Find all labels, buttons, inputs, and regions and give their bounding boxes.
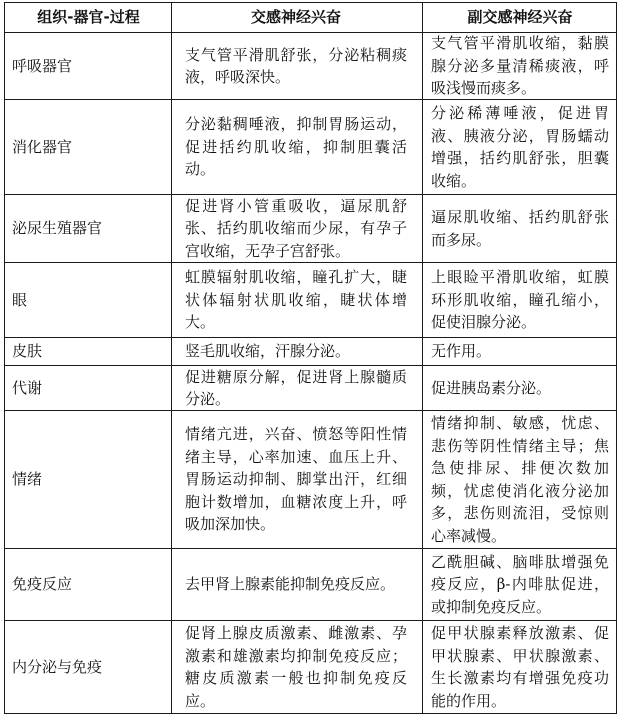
parasympathetic-cell bbox=[423, 338, 617, 366]
table-header-row bbox=[5, 3, 617, 33]
sympathetic-cell bbox=[172, 549, 423, 621]
header-parasympathetic-label: 副交感神经兴奋 bbox=[467, 8, 573, 27]
sympathetic-text: 竖毛肌收缩，汗腺分泌。 bbox=[185, 342, 351, 361]
sympathetic-cell bbox=[172, 263, 423, 338]
organ-label: 消化器官 bbox=[12, 137, 73, 156]
table-row-immune-response bbox=[5, 549, 617, 621]
sympathetic-text: 促肾上腺皮质激素、雌激素、孕激素和雄激素均抑制免疫反应；糖皮质激素一般也抑制免疫反应。 bbox=[185, 624, 407, 710]
header-cell-organ bbox=[5, 3, 172, 33]
sympathetic-cell bbox=[172, 100, 423, 195]
organ-cell bbox=[5, 549, 172, 621]
organ-cell bbox=[5, 263, 172, 338]
table-row-urogenital bbox=[5, 195, 617, 263]
organ-cell bbox=[5, 621, 172, 714]
sympathetic-cell bbox=[172, 33, 423, 100]
sympathetic-cell bbox=[172, 621, 423, 714]
sympathetic-text: 虹膜辐射肌收缩，瞳孔扩大，睫状体辐射状肌收缩，睫状体增大。 bbox=[185, 268, 407, 332]
sympathetic-cell bbox=[172, 411, 423, 549]
organ-label: 情绪 bbox=[12, 470, 43, 489]
organ-cell bbox=[5, 338, 172, 366]
organ-label: 免疫反应 bbox=[12, 575, 73, 594]
header-organ-label: 组织-器官-过程 bbox=[37, 8, 140, 27]
table-row-eye bbox=[5, 263, 617, 338]
organ-label: 呼吸器官 bbox=[12, 56, 73, 75]
parasympathetic-text: 促进胰岛素分泌。 bbox=[431, 378, 552, 397]
table-row-emotion bbox=[5, 411, 617, 549]
organ-cell bbox=[5, 100, 172, 195]
parasympathetic-cell bbox=[423, 549, 617, 621]
header-cell-parasympathetic bbox=[423, 3, 617, 33]
parasympathetic-text: 支气管平滑肌收缩，黏膜腺分泌多量清稀痰液，呼吸浅慢而痰多。 bbox=[431, 34, 609, 98]
table-row-respiratory bbox=[5, 33, 617, 100]
parasympathetic-cell bbox=[423, 366, 617, 411]
organ-cell bbox=[5, 366, 172, 411]
table-row-endocrine-immune bbox=[5, 621, 617, 714]
organ-label: 内分泌与免疫 bbox=[12, 657, 103, 676]
parasympathetic-text: 情绪抑制、敏感，忧虑、悲伤等阴性情绪主导；焦急使排尿、排便次数加频，忧虑使消化液分泌加多，悲伤则流泪，受惊则心率减慢。 bbox=[431, 414, 609, 545]
parasympathetic-text: 无作用。 bbox=[431, 342, 492, 361]
header-cell-sympathetic bbox=[172, 3, 423, 33]
sympathetic-text: 支气管平滑肌舒张，分泌粘稠痰液，呼吸深快。 bbox=[185, 45, 407, 86]
parasympathetic-text: 促甲状腺素释放激素、促甲状腺素、甲状腺激素、生长激素均有增强免疫功能的作用。 bbox=[431, 624, 609, 710]
organ-cell bbox=[5, 33, 172, 100]
parasympathetic-cell bbox=[423, 621, 617, 714]
comparison-table bbox=[4, 2, 617, 714]
sympathetic-text: 分泌黏稠唾液，抑制胃肠运动，促进括约肌收缩，抑制胆囊活动。 bbox=[185, 115, 407, 179]
sympathetic-text: 去甲肾上腺素能抑制免疫反应。 bbox=[185, 575, 396, 594]
parasympathetic-cell bbox=[423, 100, 617, 195]
organ-label: 泌尿生殖器官 bbox=[12, 219, 103, 238]
parasympathetic-cell bbox=[423, 195, 617, 263]
organ-label: 代谢 bbox=[12, 378, 43, 397]
sympathetic-cell bbox=[172, 195, 423, 263]
parasympathetic-text: 乙酰胆碱、脑啡肽增强免疫反应，β-内啡肽促进，或抑制免疫反应。 bbox=[431, 552, 609, 616]
sympathetic-text: 情绪亢进，兴奋、愤怒等阳性情绪主导，心率加速、血压上升、胃肠运动抑制、脚掌出汗，红细胞计数增加，血糖浓度上升，呼吸加深加快。 bbox=[185, 425, 407, 534]
organ-label: 皮肤 bbox=[12, 342, 43, 361]
header-sympathetic-label: 交感神经兴奋 bbox=[250, 8, 341, 27]
table-row-metabolism bbox=[5, 366, 617, 411]
sympathetic-cell bbox=[172, 366, 423, 411]
organ-label: 眼 bbox=[12, 290, 28, 309]
sympathetic-text: 促进糖原分解，促进肾上腺髓质分泌。 bbox=[185, 367, 407, 408]
table-row-digestive bbox=[5, 100, 617, 195]
parasympathetic-text: 逼尿肌收缩、括约肌舒张而多尿。 bbox=[431, 208, 609, 249]
organ-cell bbox=[5, 411, 172, 549]
sympathetic-cell bbox=[172, 338, 423, 366]
organ-cell bbox=[5, 195, 172, 263]
table-row-skin bbox=[5, 338, 617, 366]
parasympathetic-text: 分泌稀薄唾液，促进胃液、胰液分泌，胃肠蠕动增强，括约肌舒张，胆囊收缩。 bbox=[431, 104, 609, 190]
parasympathetic-text: 上眼睑平滑肌收缩，虹膜环形肌收缩，瞳孔缩小，促使泪腺分泌。 bbox=[431, 268, 609, 332]
parasympathetic-cell bbox=[423, 411, 617, 549]
parasympathetic-cell bbox=[423, 263, 617, 338]
parasympathetic-cell bbox=[423, 33, 617, 100]
sympathetic-text: 促进肾小管重吸收，逼尿肌舒张、括约肌收缩而少尿，有孕子宫收缩，无孕子宫舒张。 bbox=[185, 196, 407, 260]
